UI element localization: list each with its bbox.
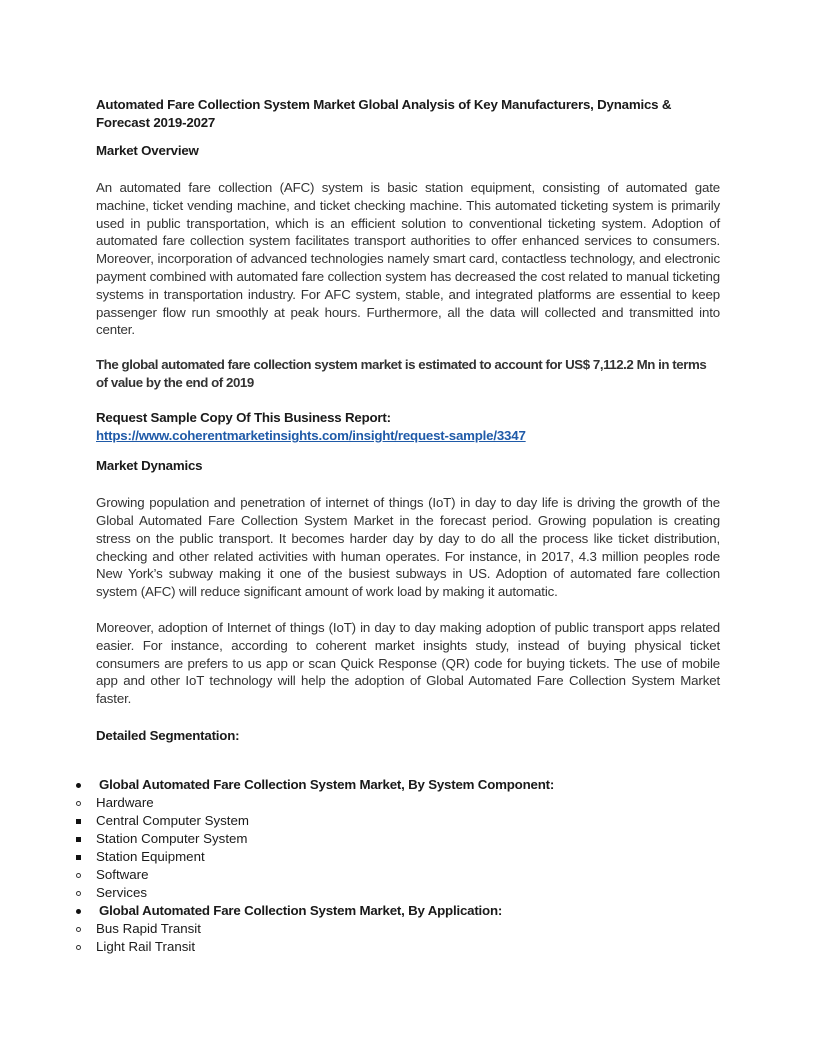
list-item: Global Automated Fare Collection System Market, By Application: xyxy=(0,902,720,920)
request-sample-link[interactable]: https://www.coherentmarketinsights.com/insight/request-sample/3347 xyxy=(96,428,526,444)
segmentation-list xyxy=(0,776,720,956)
dynamics-paragraph-1: Growing population and penetration of internet of things (IoT) in day to day life is driving the growth of the Global Automated Fare Collection System Market in the forecast period. Growing population is creating stress on the public transport. It becomes harder day by day to do all the process like ticket distribution, checking and other related activities with human operates. For instance, in 2017, 4.3 million peoples rode New York’s subway making it one of the busiest subways in US. Adoption of automated fare collection system (AFC) will reduce significant amount of work load by making it automatic. xyxy=(96,495,720,600)
overview-paragraph: An automated fare collection (AFC) system is basic station equipment, consisting of automated gate machine, ticket vending machine, and ticket checking machine. This automated ticketing system is primarily used in public transportation, which is an efficient solution to conventional ticketing system. Adoption of automated fare collection system facilitates transport authorities to offer enhanced services to consumers. Moreover, incorporation of advanced technologies namely smart card, contactless technology, and electronic payment combined with automated fare collection system has decreased the cost related to manual ticketing systems in transportation industry. For AFC system, stable, and integrated platforms are essential to keep passenger flow run smoothly at peak hours. Furthermore, all the data will collected and transmitted into center. xyxy=(96,180,720,338)
document-page xyxy=(96,96,720,745)
section-heading-market-dynamics: Market Dynamics xyxy=(96,458,203,474)
section-heading-market-overview: Market Overview xyxy=(96,143,199,158)
hollow-circle-bullet-icon xyxy=(72,866,84,884)
list-item: Hardware xyxy=(0,794,720,812)
hollow-circle-bullet-icon xyxy=(72,794,84,812)
list-item: Light Rail Transit xyxy=(0,938,720,956)
list-item: Services xyxy=(0,884,720,902)
section-heading-detailed-segmentation: Detailed Segmentation: xyxy=(96,727,240,743)
market-size-highlight: The global automated fare collection system market is estimated to account for US$ 7,112.2 Mn in terms of value by the end of 2019 xyxy=(96,357,707,391)
list-item: Bus Rapid Transit xyxy=(0,920,720,938)
list-item: Global Automated Fare Collection System Market, By System Component: xyxy=(0,776,720,794)
square-bullet-icon xyxy=(72,812,84,830)
hollow-circle-bullet-icon xyxy=(72,920,84,938)
list-item: Station Equipment xyxy=(0,848,720,866)
filled-circle-bullet-icon xyxy=(72,776,84,794)
list-item: Station Computer System xyxy=(0,830,720,848)
square-bullet-icon xyxy=(72,830,84,848)
filled-circle-bullet-icon xyxy=(72,902,84,920)
list-item: Central Computer System xyxy=(0,812,720,830)
hollow-circle-bullet-icon xyxy=(72,938,84,956)
dynamics-paragraph-2: Moreover, adoption of Internet of things (IoT) in day to day making adoption of public transport apps related easier. For instance, according to coherent market insights study, instead of buying physical ticket consumers are prefers to us app or scan Quick Response (QR) code for buying tickets. The use of mobile app and other IoT technology will help the adoption of Global Automated Fare Collection System Market faster. xyxy=(96,619,720,707)
request-sample-label: Request Sample Copy Of This Business Report: xyxy=(96,410,391,426)
hollow-circle-bullet-icon xyxy=(72,884,84,902)
list-item: Software xyxy=(0,866,720,884)
document-title: Automated Fare Collection System Market Global Analysis of Key Manufacturers, Dynamics & Forecast 2019-2027 xyxy=(96,97,672,130)
square-bullet-icon xyxy=(72,848,84,866)
